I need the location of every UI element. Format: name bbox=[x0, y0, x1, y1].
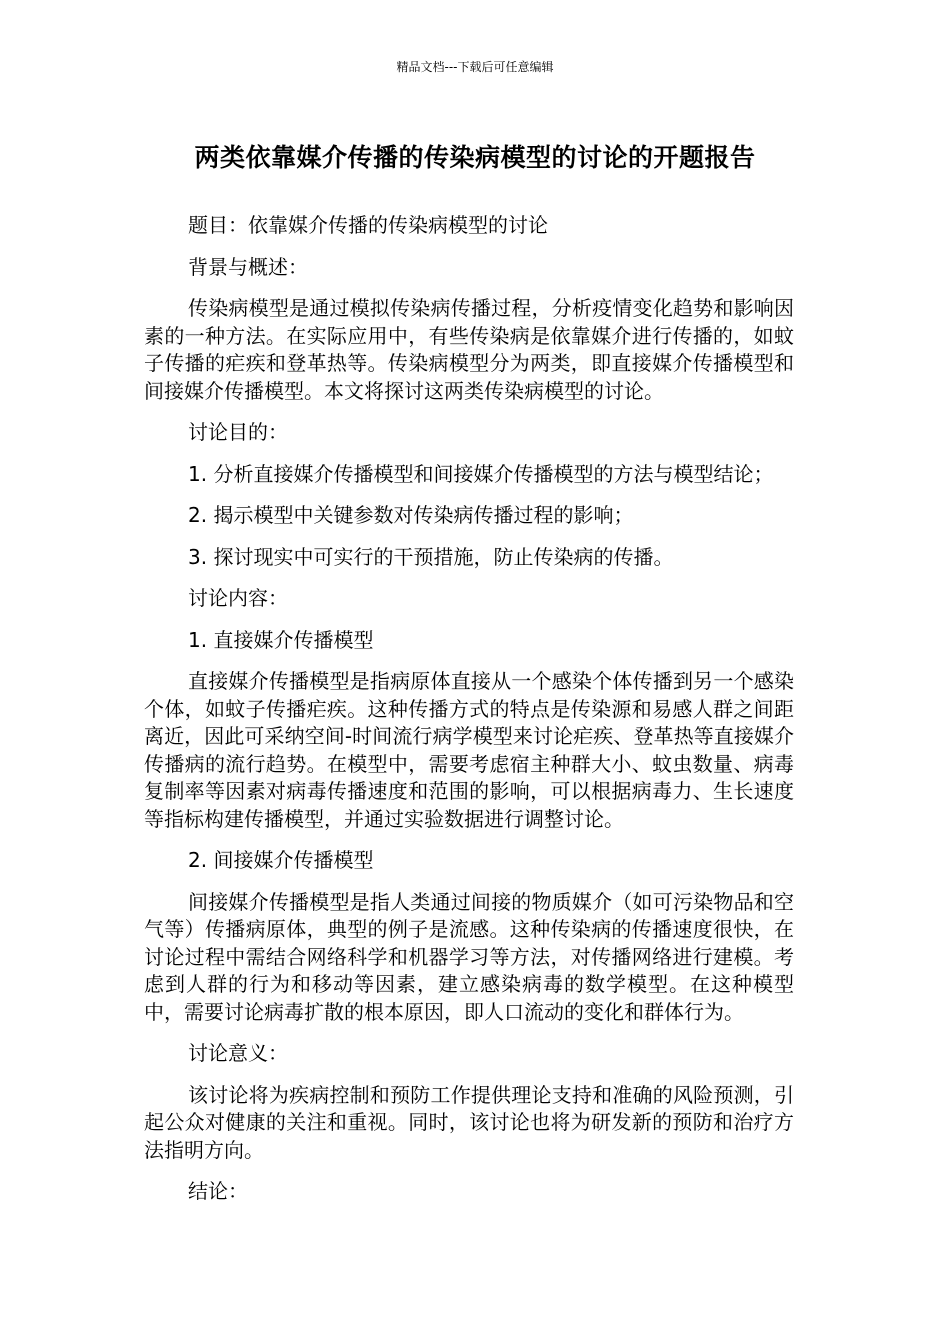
document-title: 两类依靠媒介传播的传染病模型的讨论的开题报告 bbox=[194, 143, 756, 172]
direct-model-paragraph: 直接媒介传播模型是指病原体直接从一个感染个体传播到另一个感染个体，如蚊子传播疟疾。这种传播方式的特点是传染源和易感人群之间距离近，因此可采纳空间-时间流行病学模型来讨论疟疾、登革热等直接媒介传播病的流行趋势。在模型中，需要考虑宿主种群大小、蚊虫数量、病毒复制率等因素对病毒传播速度和范围的影响，可以根据病毒力、生长速度等指标构建传播模型，并通过实验数据进行调整讨论。 bbox=[144, 669, 794, 831]
section-heading-purpose: 讨论目的： bbox=[188, 420, 288, 444]
topic-line: 题目：依靠媒介传播的传染病模型的讨论 bbox=[188, 213, 548, 237]
subheading-direct-model: 1. 直接媒介传播模型 bbox=[188, 627, 374, 652]
document-body bbox=[144, 212, 794, 1220]
section-heading-conclusion: 结论： bbox=[188, 1179, 248, 1203]
subheading-indirect-model: 2. 间接媒介传播模型 bbox=[188, 848, 374, 872]
purpose-item-2: 2. 揭示模型中关键参数对传染病传播过程的影响； bbox=[188, 503, 634, 527]
significance-paragraph: 该讨论将为疾病控制和预防工作提供理论支持和准确的风险预测，引起公众对健康的关注和重视。同时，该讨论也将为研发新的预防和治疗方法指明方向。 bbox=[144, 1082, 794, 1162]
purpose-item-3: 3. 探讨现实中可实行的干预措施，防止传染病的传播。 bbox=[188, 544, 674, 569]
section-heading-content: 讨论内容： bbox=[188, 586, 288, 610]
section-heading-background: 背景与概述： bbox=[188, 254, 308, 279]
header-note: 精品文档---下载后可任意编辑 bbox=[396, 60, 554, 74]
background-paragraph: 传染病模型是通过模拟传染病传播过程，分析疫情变化趋势和影响因素的一种方法。在实际应用中，有些传染病是依靠媒介进行传播的，如蚊子传播的疟疾和登革热等。传染病模型分为两类，即直接媒介传播模型和间接媒介传播模型。本文将探讨这两类传染病模型的讨论。 bbox=[144, 296, 794, 403]
purpose-item-1: 1. 分析直接媒介传播模型和间接媒介传播模型的方法与模型结论； bbox=[188, 461, 774, 486]
section-heading-significance: 讨论意义： bbox=[188, 1041, 288, 1065]
indirect-model-paragraph: 间接媒介传播模型是指人类通过间接的物质媒介（如可污染物品和空气等）传播病原体，典型的例子是流感。这种传染病的传播速度很快，在讨论过程中需结合网络科学和机器学习等方法，对传播网络进行建模。考虑到人群的行为和移动等因素，建立感染病毒的数学模型。在这种模型中，需要讨论病毒扩散的根本原因，即人口流动的变化和群体行为。 bbox=[144, 889, 794, 1024]
